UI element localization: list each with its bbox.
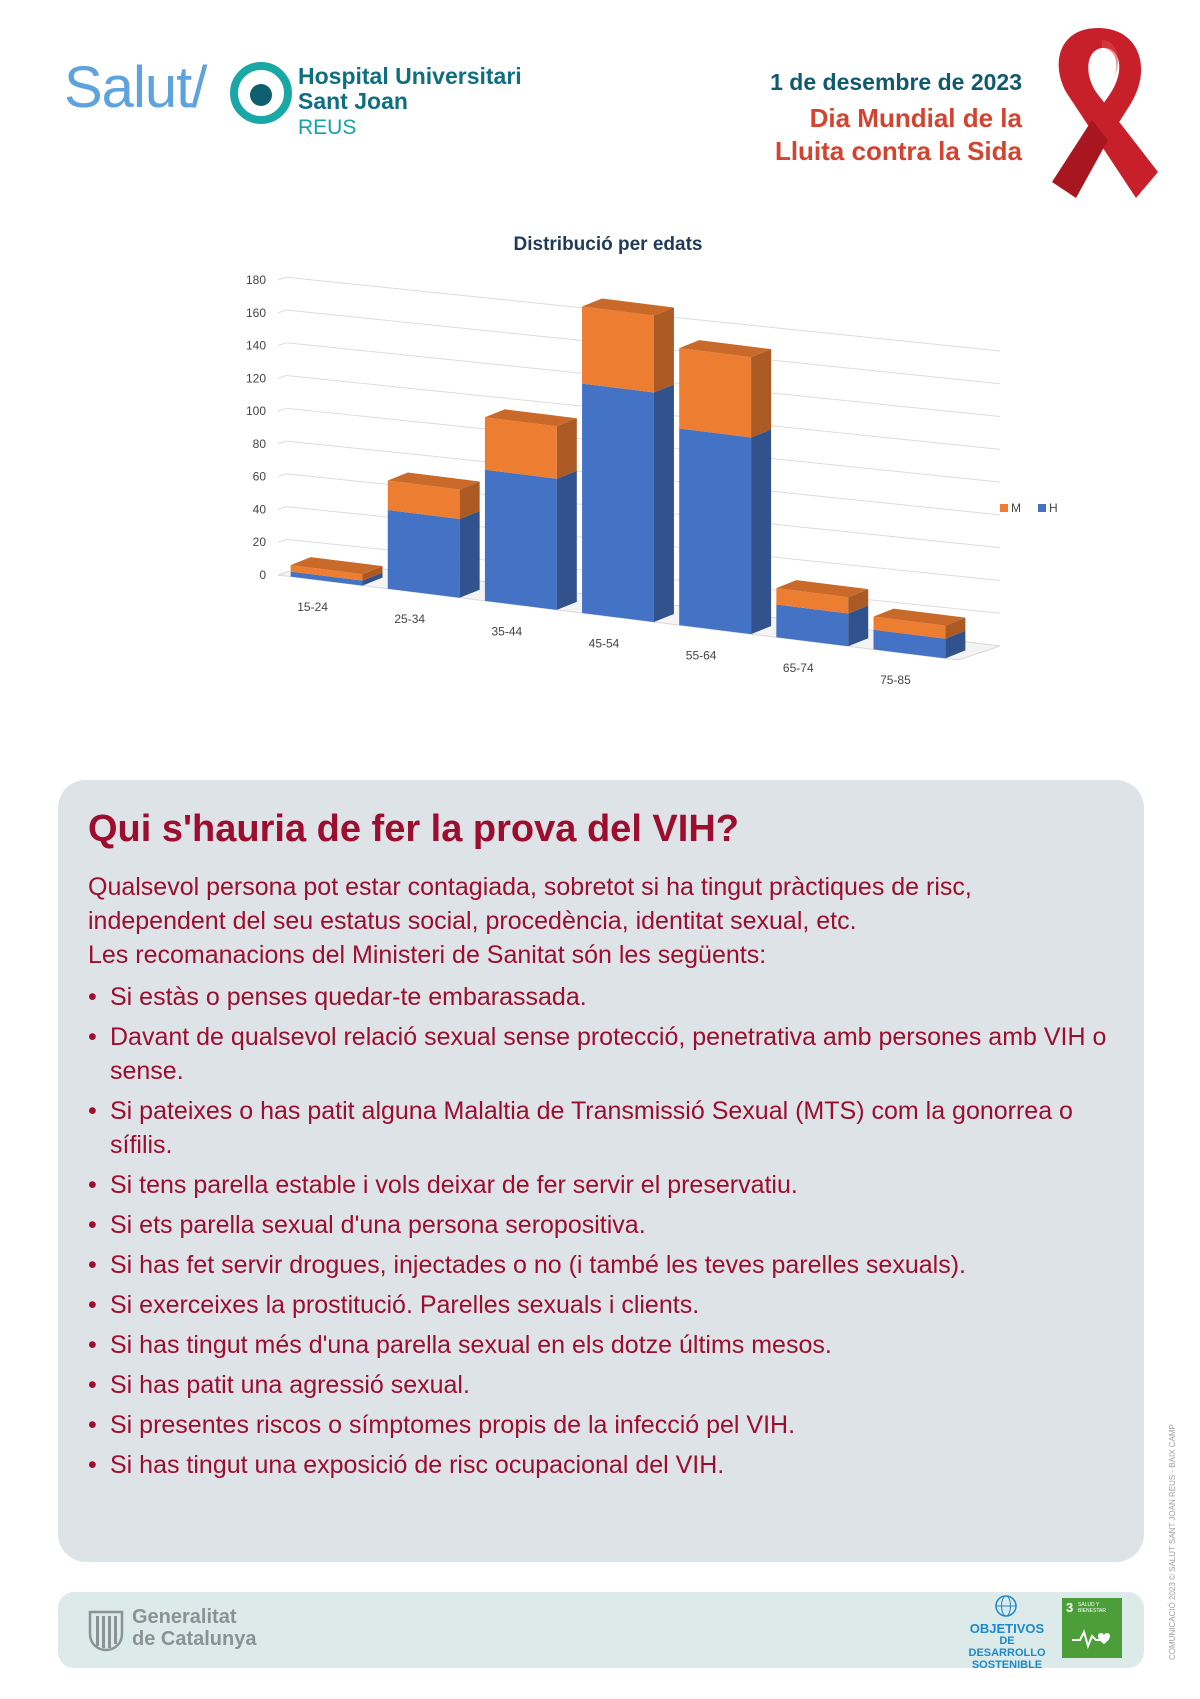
legend-swatch — [1000, 504, 1008, 512]
generalitat-logo-icon — [88, 1608, 124, 1652]
generalitat-line1: Generalitat — [132, 1606, 237, 1628]
footer-bar — [58, 1592, 1144, 1671]
sdg-number: 3 — [1066, 1600, 1074, 1615]
gridline-side — [278, 277, 286, 280]
list-item — [88, 980, 1118, 1014]
y-tick-label: 140 — [245, 338, 266, 353]
bar-h-side — [557, 471, 577, 610]
list-item — [88, 1408, 1118, 1442]
legend-label: H — [1049, 501, 1058, 515]
list-item — [88, 1328, 1118, 1362]
y-tick-label: 0 — [259, 568, 266, 582]
list-item — [88, 1248, 1118, 1282]
hospital-name — [298, 64, 522, 114]
ods-line3: SOSTENIBLE — [971, 1659, 1043, 1671]
gridline-side — [278, 376, 286, 379]
red-ribbon-icon — [1040, 22, 1170, 202]
y-tick-label: 120 — [245, 371, 266, 386]
bullet: • — [88, 1291, 97, 1319]
y-tick-label: 100 — [245, 404, 266, 419]
list-item-text: Si has tingut més d'una parella sexual en els dotze últims mesos. — [110, 1331, 832, 1359]
list-item-text: Si presentes riscos o símptomes propis de la infecció pel VIH. — [110, 1411, 796, 1439]
panel-intro-line2: independent del seu estatus social, procedència, identitat sexual, etc. — [88, 907, 857, 935]
x-tick-label: 25-34 — [394, 612, 426, 627]
gridline-side — [278, 474, 286, 477]
generalitat-name — [132, 1606, 256, 1650]
bullet: • — [88, 1097, 97, 1125]
list-item-text: Si pateixes o has patit alguna Malaltia de Transmissió Sexual (MTS) com la gonorrea o sífilis. — [110, 1097, 1073, 1159]
gridline-side — [278, 539, 286, 542]
bar-m-side — [557, 418, 577, 478]
x-tick-label: 45-54 — [588, 636, 620, 651]
bullet: • — [88, 1171, 97, 1199]
x-tick-label: 65-74 — [782, 660, 814, 675]
bar-m-front — [485, 417, 557, 478]
list-item-text: Si exerceixes la prostitució. Parelles sexuals i clients. — [110, 1291, 700, 1319]
y-tick-label: 20 — [252, 535, 266, 550]
chart-title: Distribució per edats — [513, 234, 703, 255]
bullet: • — [88, 1023, 97, 1051]
x-tick-label: 15-24 — [297, 600, 328, 615]
gridline-side — [278, 343, 286, 346]
generalitat-line2: de Catalunya — [132, 1628, 257, 1650]
sdg3-badge — [1062, 1598, 1122, 1658]
bar-h-front — [388, 510, 460, 598]
legend-label: M — [1011, 501, 1021, 515]
bar-m-side — [751, 349, 771, 437]
gridline-side — [278, 310, 286, 313]
hospital-logo-icon — [230, 62, 292, 124]
hospital-name-line2: Sant Joan — [298, 88, 408, 114]
list-item-text: Si tens parella estable i vols deixar de fer servir el preservatiu. — [110, 1171, 798, 1199]
bar-m-front — [679, 348, 751, 437]
hospital-city: REUS — [298, 116, 357, 139]
ods-label — [964, 1622, 1050, 1671]
y-tick-label: 80 — [252, 436, 266, 451]
bar-h-front — [679, 428, 751, 634]
bullet: • — [88, 983, 97, 1011]
list-item-text: Davant de qualsevol relació sexual sense protecció, penetrativa amb persones amb VIH o sense. — [110, 1023, 1107, 1085]
x-tick-label: 55-64 — [685, 648, 717, 663]
event-date: 1 de desembre de 2023 — [770, 69, 1022, 95]
y-tick-label: 60 — [252, 469, 266, 484]
event-title-line2: Lluita contra la Sida — [774, 136, 1022, 166]
gridline-side — [278, 441, 286, 444]
list-item — [88, 1288, 1118, 1322]
bullet: • — [88, 1451, 97, 1479]
gridline-side — [278, 408, 286, 411]
ods-line1: OBJETIVOS — [969, 1621, 1045, 1636]
list-item-text: Si has patit una agressió sexual. — [110, 1371, 470, 1399]
list-item — [88, 1020, 1118, 1088]
bar-h-side — [460, 511, 480, 598]
panel-title: Qui s'hauria de fer la prova del VIH? — [88, 808, 739, 850]
list-item — [88, 1448, 1118, 1482]
x-tick-label: 75-85 — [880, 672, 911, 687]
heartbeat-icon — [1070, 1624, 1114, 1652]
y-tick-label: 40 — [252, 502, 266, 517]
bullet: • — [88, 1331, 97, 1359]
x-tick-label: 35-44 — [491, 624, 523, 639]
panel-intro-line3: Les recomanacions del Ministeri de Sanitat són les següents: — [88, 941, 767, 969]
y-tick-label: 180 — [245, 273, 266, 287]
sdg-label: SALUD Y BIENESTAR — [1078, 1602, 1106, 1614]
list-item-text: Si estàs o penses quedar-te embarassada. — [110, 983, 587, 1011]
ods-line2: DE DESARROLLO — [968, 1635, 1046, 1659]
panel-intro — [88, 870, 1128, 972]
side-credit: COMUNICACIÓ 2023 © SALUT SANT JOAN REUS - BAIX CAMP — [1168, 1424, 1177, 1660]
bullet: • — [88, 1251, 97, 1279]
panel-intro-line1: Qualsevol persona pot estar contagiada, sobretot si ha tingut pràctiques de risc, — [88, 873, 972, 901]
recommendations-list — [88, 980, 1118, 1488]
info-panel — [58, 780, 1144, 1562]
y-tick-label: 160 — [245, 305, 266, 320]
hospital-name-line1: Hospital Universitari — [298, 63, 522, 89]
bar-h-side — [751, 429, 771, 634]
list-item-text: Si has fet servir drogues, injectades o no (i també les teves parelles sexuals). — [110, 1251, 966, 1279]
bullet: • — [88, 1371, 97, 1399]
un-globe-icon — [994, 1594, 1018, 1618]
list-item — [88, 1094, 1118, 1162]
bullet: • — [88, 1211, 97, 1239]
bar-m-side — [654, 308, 674, 393]
salut-logo: Salut/ — [64, 55, 207, 120]
legend-swatch — [1038, 504, 1046, 512]
list-item — [88, 1168, 1118, 1202]
bar-h-front — [582, 384, 654, 622]
bar-h-side — [654, 385, 674, 622]
list-item-text: Si ets parella sexual d'una persona seropositiva. — [110, 1211, 646, 1239]
bar-h-front — [485, 470, 557, 610]
list-item — [88, 1208, 1118, 1242]
list-item-text: Si has tingut una exposició de risc ocupacional del VIH. — [110, 1451, 725, 1479]
age-distribution-chart — [0, 260, 1200, 740]
bar-m-front — [582, 307, 654, 393]
gridline-side — [278, 507, 286, 510]
event-title-line1: Dia Mundial de la — [809, 103, 1022, 133]
list-item — [88, 1368, 1118, 1402]
bullet: • — [88, 1411, 97, 1439]
